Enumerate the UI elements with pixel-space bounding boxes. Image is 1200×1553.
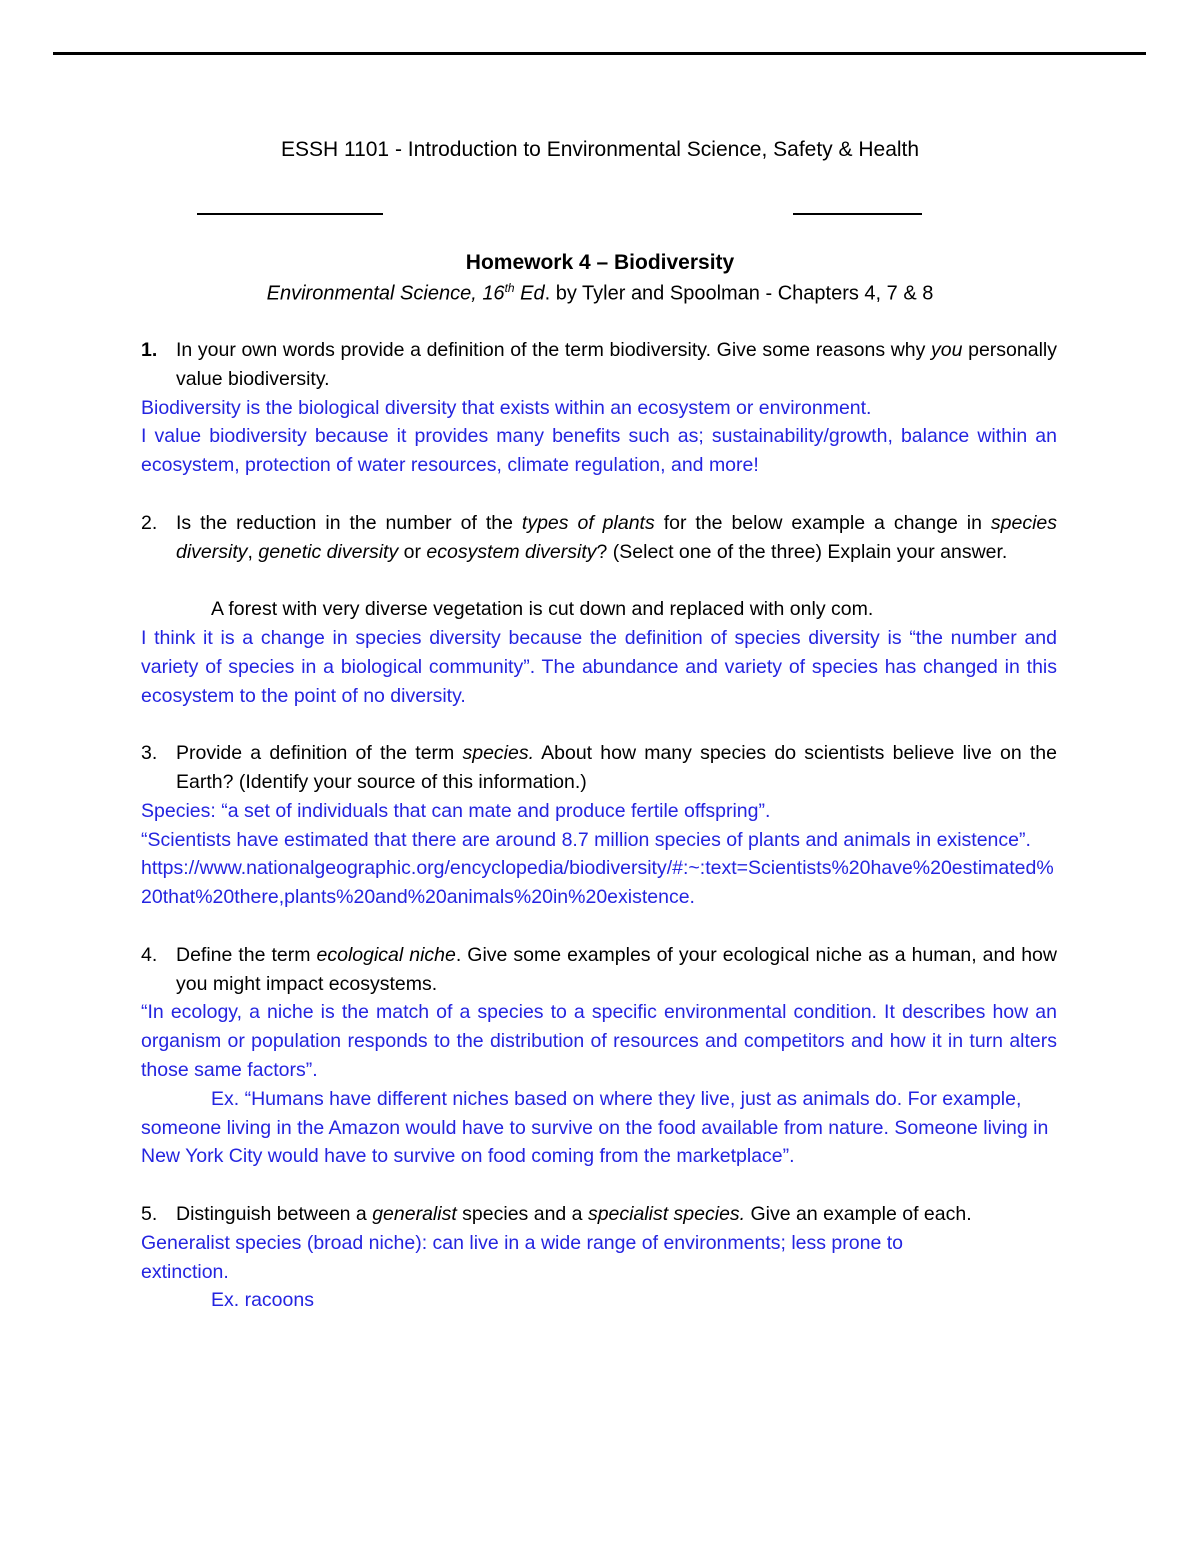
- question-number: 4.: [141, 943, 158, 966]
- question-text: Define the term: [176, 943, 317, 966]
- question-text: Provide a definition of the term: [176, 742, 463, 765]
- question-number: 2.: [141, 511, 158, 534]
- question-emphasis: specialist species.: [587, 1202, 746, 1225]
- source-link[interactable]: https://www.nationalgeographic.org/encyclopedia/biodiversity/#:~:text=Scientists%20have%20estimated%20that%20there,plants%20and%20animals%20in%20existence.: [141, 857, 1054, 909]
- question-text: or: [398, 540, 427, 563]
- question-3: [141, 739, 1057, 797]
- answer-5-generalist: Generalist species (broad niche): can live in a wide range of environments; less prone to extinction.: [141, 1231, 903, 1283]
- question-2-example: A forest with very diverse vegetation is cut down and replaced with only com.: [211, 598, 874, 621]
- answer-1-reasons: I value biodiversity because it provides many benefits such as; sustainability/growth, balance within an ecosystem, protection of water resources, climate regulation, and more!: [141, 425, 1057, 477]
- question-text: ,: [247, 540, 259, 563]
- question-emphasis: generalist: [372, 1202, 457, 1225]
- question-text: About how many species do scientists believe live on the Earth? (Identify your source of this information.): [176, 742, 1057, 793]
- header-rule: [53, 52, 1146, 55]
- question-1: [141, 336, 1057, 394]
- question-text: . Give some examples of your ecological niche as a human, and how you might impact ecosystems.: [176, 943, 1057, 995]
- answer-3-estimate: “Scientists have estimated that there are around 8.7 million species of plants and animals in existence”.: [141, 828, 1031, 851]
- question-number: 5.: [141, 1202, 158, 1225]
- answer-5-example: Ex. racoons: [211, 1289, 314, 1312]
- question-5: [141, 1200, 1057, 1229]
- question-text: Distinguish between a: [176, 1202, 373, 1225]
- edition-abbrev: Ed: [520, 282, 545, 305]
- answer-4-example: Ex. “Humans have different niches based on where they live, just as animals do. For example, someone living in the Amazon would have to survive on the food available from nature. Someone living in New York City would have to survive on food coming from the marketplace”.: [141, 1087, 1049, 1168]
- book-authors-chapters: . by Tyler and Spoolman - Chapters 4, 7 & 8: [544, 282, 934, 305]
- homework-title: Homework 4 – Biodiversity: [465, 251, 735, 274]
- question-emphasis: species diversity: [176, 511, 1058, 563]
- answer-1-definition: Biodiversity is the biological diversity that exists within an ecosystem or environment.: [141, 396, 872, 419]
- question-text: for the below example a change in: [654, 511, 991, 534]
- question-text: species and a: [456, 1202, 588, 1225]
- homework-content: [141, 336, 1057, 1315]
- question-number: 1.: [141, 339, 158, 361]
- question-text: ? (Select one of the three) Explain your answer.: [596, 540, 1008, 563]
- question-text: In your own words provide a definition of the term biodiversity. Give some reasons why: [176, 339, 932, 361]
- question-4: [141, 941, 1057, 999]
- name-blank-line: [197, 213, 383, 215]
- question-emphasis: genetic diversity: [258, 540, 399, 563]
- question-text: Give an example of each.: [745, 1202, 972, 1225]
- answer-4-definition: “In ecology, a niche is the match of a species to a specific environmental condition. It describes how an organism or population responds to the distribution of resources and competitors and how it in turn alters those same factors”.: [141, 1001, 1057, 1081]
- homework-subtitle: [0, 281, 1200, 306]
- question-emphasis: species.: [462, 742, 535, 765]
- answer-3-definition: Species: “a set of individuals that can mate and produce fertile offspring”.: [141, 799, 771, 822]
- question-2: [141, 509, 1057, 567]
- course-title: ESSH 1101 - Introduction to Environmental Science, Safety & Health: [280, 138, 920, 161]
- book-title: Environmental Science,: [266, 282, 477, 305]
- question-text: personally value biodiversity.: [176, 339, 1057, 390]
- date-blank-line: [793, 213, 922, 215]
- edition-superscript: th: [504, 281, 515, 295]
- question-emphasis: you: [931, 339, 963, 361]
- question-text: Is the reduction in the number of the: [176, 511, 522, 534]
- question-emphasis: ecosystem diversity: [426, 540, 597, 563]
- answer-2: I think it is a change in species diversity because the definition of species diversity is “the number and variety of species in a biological community”. The abundance and variety of species has changed in this ecosystem to the point of no diversity.: [141, 626, 1057, 707]
- edition-number: 16: [482, 282, 505, 305]
- question-emphasis: types of plants: [521, 511, 655, 534]
- question-emphasis: ecological niche: [316, 943, 456, 966]
- question-number: 3.: [141, 742, 158, 765]
